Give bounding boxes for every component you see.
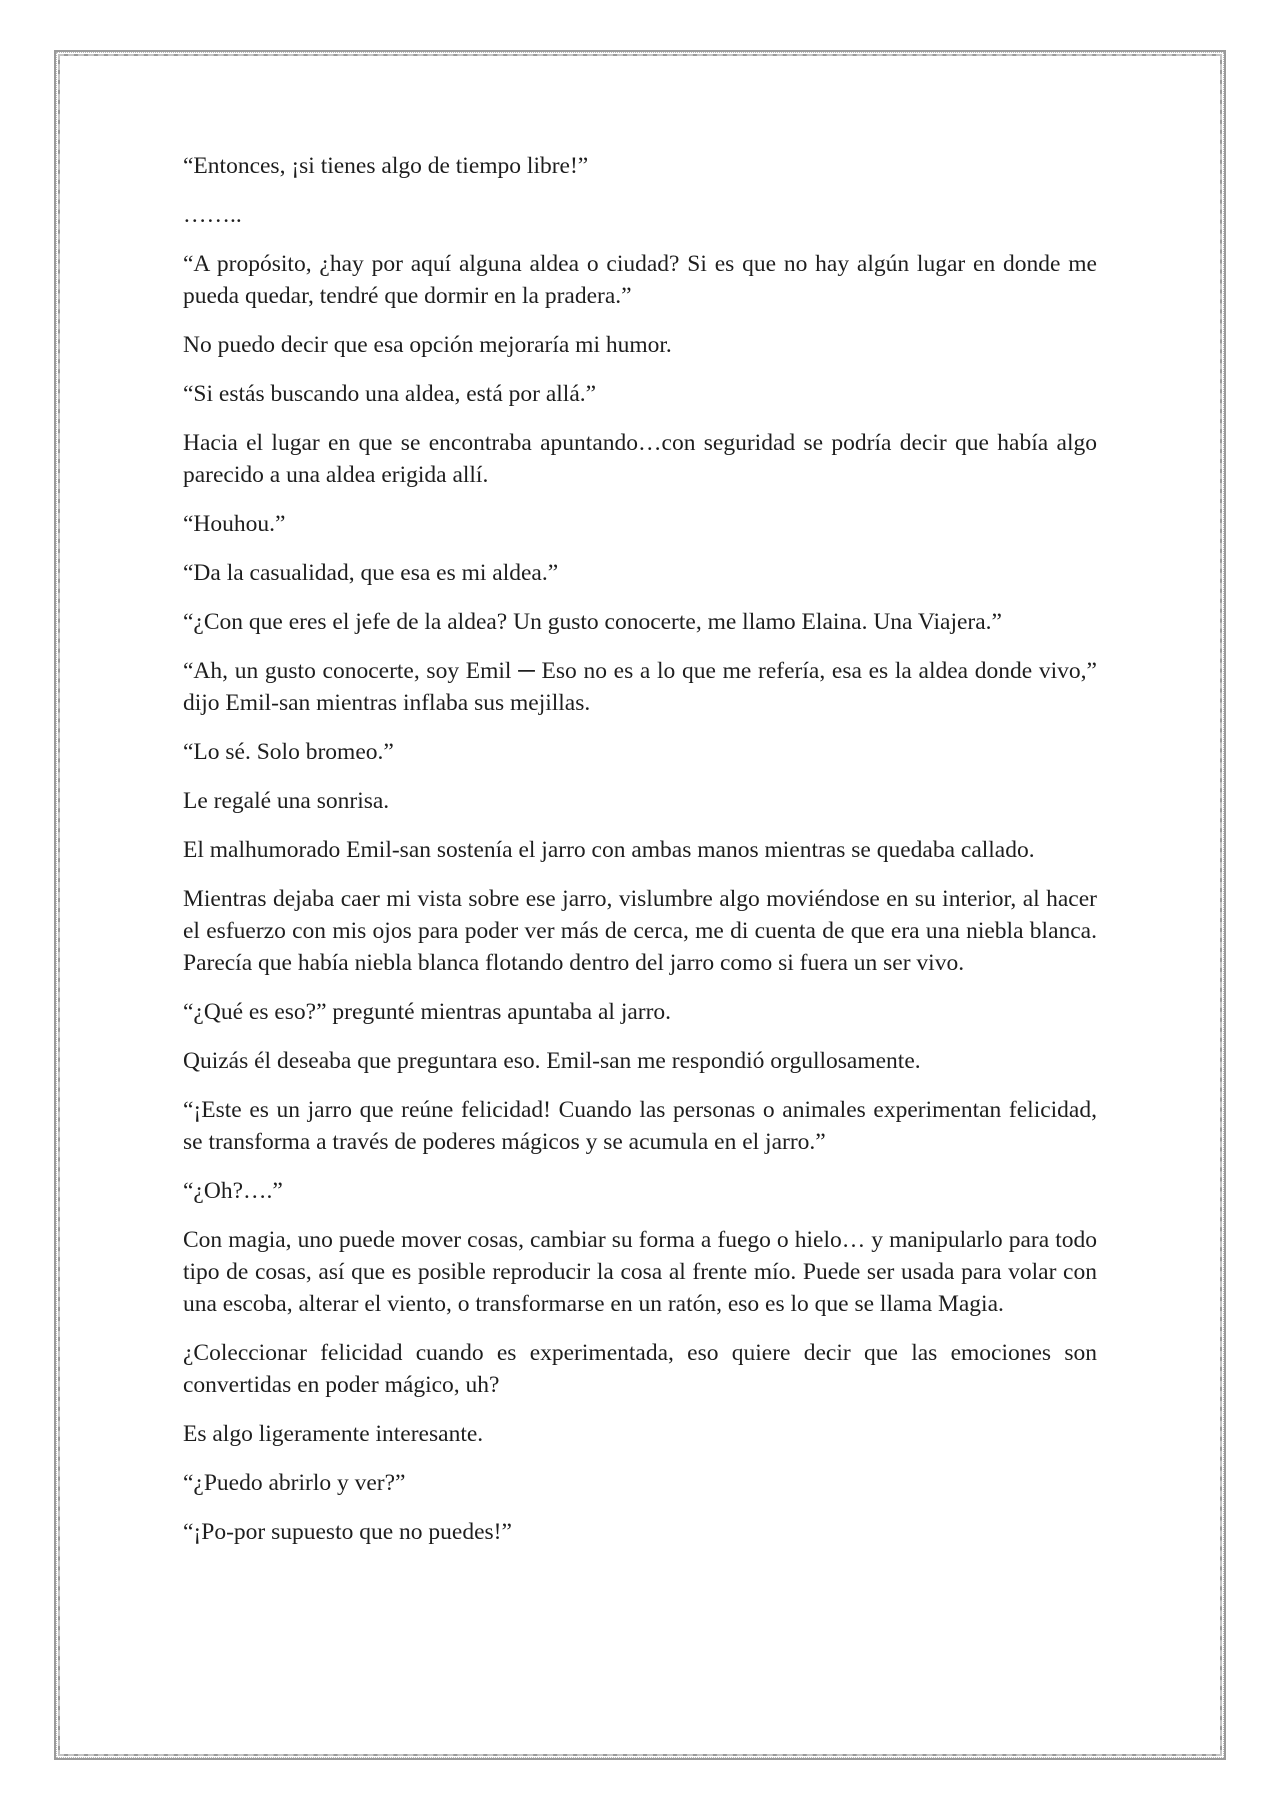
paragraph: “¿Puedo abrirlo y ver?” <box>183 1470 406 1496</box>
paragraph: Hacia el lugar en que se encontraba apuntando…con seguridad se podría decir que había algo parecido a una aldea erigida allí. <box>183 430 1097 488</box>
paragraph: “Lo sé. Solo bromeo.” <box>183 739 394 765</box>
paragraph: “¿Qué es eso?” pregunté mientras apuntaba al jarro. <box>183 999 672 1025</box>
paragraph: “Si estás buscando una aldea, está por allá.” <box>183 381 597 407</box>
paragraph: Es algo ligeramente interesante. <box>183 1421 484 1447</box>
paragraph: “Entonces, ¡si tienes algo de tiempo libre!” <box>183 153 589 179</box>
paragraph: Quizás él deseaba que preguntara eso. Emil-san me respondió orgullosamente. <box>183 1048 921 1074</box>
paragraph: “¿Con que eres el jefe de la aldea? Un gusto conocerte, me llamo Elaina. Una Viajera.” <box>183 609 1002 635</box>
paragraph: Con magia, uno puede mover cosas, cambiar su forma a fuego o hielo… y manipularlo para todo tipo de cosas, así que es posible reproducir la cosa al frente mío. Puede ser usada para volar con una escoba, alterar el viento, o transformarse en un ratón, eso es lo que se llama Magia. <box>183 1227 1097 1317</box>
paragraph: “¿Oh?….” <box>183 1178 283 1204</box>
paragraph: “¡Po-por supuesto que no puedes!” <box>183 1519 512 1545</box>
paragraph: ¿Coleccionar felicidad cuando es experimentada, eso quiere decir que las emociones son convertidas en poder mágico, uh? <box>183 1340 1097 1398</box>
paragraph: “¡Este es un jarro que reúne felicidad! Cuando las personas o animales experimentan felicidad, se transforma a través de poderes mágicos y se acumula en el jarro.” <box>183 1097 1097 1155</box>
paragraph: Mientras dejaba caer mi vista sobre ese jarro, vislumbre algo moviéndose en su interior, al hacer el esfuerzo con mis ojos para poder ver más de cerca, me di cuenta de que era una niebla blanca. Parecía que había niebla blanca flotando dentro del jarro como si fuera un ser vivo. <box>183 886 1097 976</box>
document-body <box>183 150 1097 1565</box>
paragraph: …….. <box>183 202 242 228</box>
paragraph: Le regalé una sonrisa. <box>183 788 390 814</box>
paragraph: “Da la casualidad, que esa es mi aldea.” <box>183 560 559 586</box>
paragraph: “A propósito, ¿hay por aquí alguna aldea o ciudad? Si es que no hay algún lugar en donde me pueda quedar, tendré que dormir en la pradera.” <box>183 251 1097 309</box>
paragraph: No puedo decir que esa opción mejoraría mi humor. <box>183 332 672 358</box>
paragraph: “Ah, un gusto conocerte, soy Emil ─ Eso no es a lo que me refería, esa es la aldea donde vivo,” dijo Emil-san mientras inflaba sus mejillas. <box>183 658 1097 716</box>
paragraph: “Houhou.” <box>183 511 286 537</box>
paragraph: El malhumorado Emil-san sostenía el jarro con ambas manos mientras se quedaba callado. <box>183 837 1035 863</box>
